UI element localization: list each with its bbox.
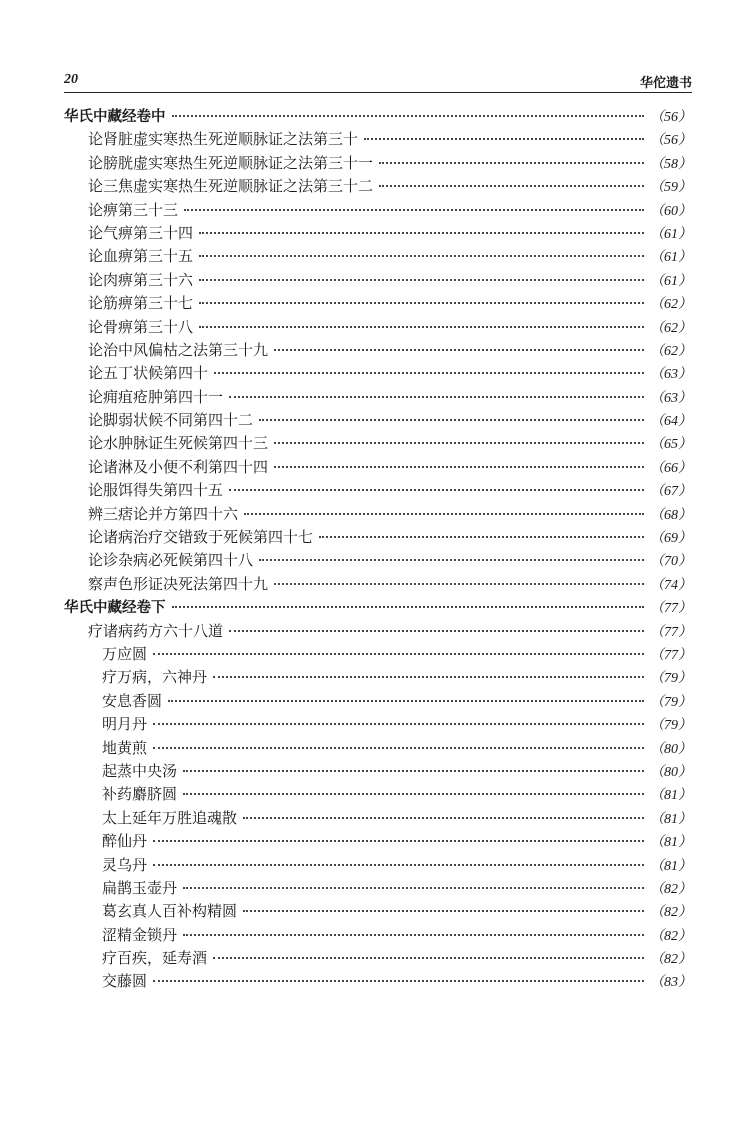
- toc-entry: [64, 409, 692, 432]
- toc-entry-title: 论骨痹第三十八: [88, 317, 194, 336]
- toc-entry: [64, 362, 692, 385]
- toc-entry-title: 论服饵得失第四十五: [88, 481, 224, 500]
- toc-entry-page: （81）: [650, 788, 692, 804]
- dot-leader: [274, 348, 644, 351]
- toc-entry-page: （70）: [650, 554, 692, 570]
- toc-entry-page: （64）: [650, 414, 692, 430]
- toc-entry: [64, 690, 692, 713]
- toc-entry-page: （83）: [650, 975, 692, 991]
- toc-entry: [64, 175, 692, 198]
- toc-entry: [64, 152, 692, 175]
- dot-leader: [153, 746, 644, 749]
- dot-leader: [153, 652, 644, 655]
- toc-entry-page: （59）: [650, 180, 692, 196]
- toc-entry-page: （68）: [650, 507, 692, 523]
- dot-leader: [153, 839, 644, 842]
- toc-entry: [64, 386, 692, 409]
- toc-entry: [64, 432, 692, 455]
- toc-entry-page: （77）: [650, 647, 692, 663]
- toc-entry-title: 论三焦虚实寒热生死逆顺脉证之法第三十二: [88, 177, 374, 196]
- dot-leader: [319, 535, 644, 538]
- toc-entry-page: （77）: [650, 624, 692, 640]
- toc-entry-page: （79）: [650, 671, 692, 687]
- toc-entry-title: 灵乌丹: [102, 855, 148, 874]
- toc-entry: [64, 620, 692, 643]
- dot-leader: [229, 395, 644, 398]
- toc-entry-title: 论痈疽疮肿第四十一: [88, 387, 224, 406]
- toc-entry: [64, 269, 692, 292]
- toc-entry: [64, 760, 692, 783]
- toc-entry-page: （82）: [650, 952, 692, 968]
- toc-entry: [64, 970, 692, 993]
- toc-entry-page: （69）: [650, 531, 692, 547]
- toc-entry-title: 论气痹第三十四: [88, 223, 194, 242]
- page-number: 20: [64, 72, 78, 87]
- toc-entry-page: （63）: [650, 367, 692, 383]
- toc-entry: [64, 526, 692, 549]
- toc-section-heading: [64, 105, 692, 128]
- toc-entry-title: 明月丹: [102, 715, 148, 734]
- toc-entry: [64, 807, 692, 830]
- dot-leader: [274, 465, 644, 468]
- dot-leader: [259, 558, 644, 561]
- toc-entry: [64, 666, 692, 689]
- toc-entry: [64, 947, 692, 970]
- toc-entry-title: 论治中风偏枯之法第三十九: [88, 340, 269, 359]
- dot-leader: [199, 325, 644, 328]
- dot-leader: [214, 371, 644, 374]
- toc-entry-title: 论五丁状候第四十: [88, 364, 209, 383]
- toc-entry-title: 扁鹊玉壶丹: [102, 878, 178, 897]
- dot-leader: [183, 886, 644, 889]
- toc-entry-title: 补药麝脐圆: [102, 785, 178, 804]
- toc-entry-page: （63）: [650, 390, 692, 406]
- toc-entry-page: （62）: [650, 343, 692, 359]
- toc-entry-title: 论肾脏虚实寒热生死逆顺脉证之法第三十: [88, 130, 359, 149]
- dot-leader: [199, 231, 644, 234]
- dot-leader: [259, 418, 644, 421]
- toc-entry-title: 论诸病治疗交错致于死候第四十七: [88, 528, 314, 547]
- dot-leader: [183, 933, 644, 936]
- toc-entry-page: （61）: [650, 250, 692, 266]
- toc-entry-page: （61）: [650, 226, 692, 242]
- toc-entry: [64, 737, 692, 760]
- dot-leader: [274, 441, 644, 444]
- toc-entry-title: 葛玄真人百补构精圆: [102, 902, 238, 921]
- toc-entry-title: 论痹第三十三: [88, 200, 179, 219]
- toc-entry: [64, 245, 692, 268]
- toc-entry-page: （67）: [650, 484, 692, 500]
- toc-entry-page: （81）: [650, 811, 692, 827]
- dot-leader: [153, 722, 644, 725]
- running-header: [64, 72, 692, 93]
- toc-entry: [64, 573, 692, 596]
- dot-leader: [244, 512, 644, 515]
- toc-entry-page: （82）: [650, 928, 692, 944]
- dot-leader: [213, 956, 644, 959]
- toc-entry: [64, 783, 692, 806]
- toc-entry-title: 万应圆: [102, 644, 148, 663]
- toc-entry-page: （66）: [650, 460, 692, 476]
- toc-entry-title: 疗诸病药方六十八道: [88, 621, 224, 640]
- toc-entry-title: 华氏中藏经卷中: [64, 109, 166, 125]
- toc-entry-page: （81）: [650, 858, 692, 874]
- dot-leader: [199, 301, 644, 304]
- toc-entry-page: （77）: [650, 601, 692, 617]
- toc-entry-title: 论水肿脉证生死候第四十三: [88, 434, 269, 453]
- dot-leader: [172, 114, 645, 117]
- toc-entry: [64, 199, 692, 222]
- toc-entry: [64, 479, 692, 502]
- dot-leader: [243, 909, 644, 912]
- toc-entry-page: （80）: [650, 764, 692, 780]
- toc-entry-page: （79）: [650, 694, 692, 710]
- toc-entry: [64, 292, 692, 315]
- dot-leader: [229, 488, 644, 491]
- toc-entry-title: 论诊杂病必死候第四十八: [88, 551, 254, 570]
- book-title: 华佗遗书: [639, 76, 692, 91]
- dot-leader: [153, 979, 644, 982]
- toc-entry-page: （82）: [650, 905, 692, 921]
- dot-leader: [213, 675, 644, 678]
- dot-leader: [379, 184, 644, 187]
- toc-entry-title: 论诸淋及小便不利第四十四: [88, 457, 269, 476]
- toc-entry: [64, 503, 692, 526]
- toc-entry: [64, 339, 692, 362]
- toc-entry-title: 华氏中藏经卷下: [64, 600, 166, 617]
- toc-entry: [64, 924, 692, 947]
- toc-entry-title: 疗万病，六神丹: [102, 668, 208, 687]
- toc-entry-page: （82）: [650, 881, 692, 897]
- toc-entry: [64, 549, 692, 572]
- toc-entry-title: 醉仙丹: [102, 832, 148, 851]
- toc-entry: [64, 222, 692, 245]
- toc-entry-title: 论血痹第三十五: [88, 247, 194, 266]
- toc-entry: [64, 877, 692, 900]
- toc-entry: [64, 128, 692, 151]
- dot-leader: [168, 699, 644, 702]
- dot-leader: [274, 582, 644, 585]
- toc-entry-title: 地黄煎: [102, 738, 148, 757]
- toc-entry-page: （60）: [650, 203, 692, 219]
- toc-entry-title: 论膀胱虚实寒热生死逆顺脉证之法第三十一: [88, 153, 374, 172]
- toc-entry-page: （56）: [650, 133, 692, 149]
- toc-entry-page: （80）: [650, 741, 692, 757]
- dot-leader: [172, 605, 645, 608]
- dot-leader: [364, 137, 644, 140]
- toc-entry-title: 论筋痹第三十七: [88, 294, 194, 313]
- table-of-contents: [64, 105, 692, 994]
- toc-entry-title: 起蒸中央汤: [102, 761, 178, 780]
- toc-entry-title: 交藤圆: [102, 972, 148, 991]
- dot-leader: [243, 816, 644, 819]
- toc-entry-title: 辨三痞论并方第四十六: [88, 504, 239, 523]
- toc-entry-page: （58）: [650, 156, 692, 172]
- toc-section-heading: [64, 596, 692, 619]
- toc-entry-title: 涩精金锁丹: [102, 925, 178, 944]
- dot-leader: [183, 769, 644, 772]
- dot-leader: [199, 278, 644, 281]
- toc-entry: [64, 456, 692, 479]
- dot-leader: [199, 254, 644, 257]
- toc-entry-title: 疗百疾，延寿酒: [102, 949, 208, 968]
- toc-entry-title: 论脚弱状候不同第四十二: [88, 411, 254, 430]
- dot-leader: [184, 208, 644, 211]
- toc-entry-page: （74）: [650, 577, 692, 593]
- toc-entry: [64, 713, 692, 736]
- dot-leader: [153, 863, 644, 866]
- toc-entry-page: （65）: [650, 437, 692, 453]
- toc-entry-title: 安息香圆: [102, 691, 163, 710]
- toc-entry-page: （81）: [650, 835, 692, 851]
- toc-entry: [64, 830, 692, 853]
- toc-entry-page: （62）: [650, 320, 692, 336]
- toc-entry: [64, 854, 692, 877]
- toc-entry-page: （56）: [650, 110, 692, 125]
- dot-leader: [229, 629, 644, 632]
- toc-entry: [64, 900, 692, 923]
- toc-entry-title: 太上延年万胜追魂散: [102, 808, 238, 827]
- toc-entry-page: （61）: [650, 273, 692, 289]
- dot-leader: [379, 161, 644, 164]
- toc-entry: [64, 316, 692, 339]
- dot-leader: [183, 792, 644, 795]
- toc-entry-page: （79）: [650, 718, 692, 734]
- toc-entry-title: 论肉痹第三十六: [88, 270, 194, 289]
- toc-entry-title: 察声色形证决死法第四十九: [88, 574, 269, 593]
- toc-entry-page: （62）: [650, 297, 692, 313]
- toc-entry: [64, 643, 692, 666]
